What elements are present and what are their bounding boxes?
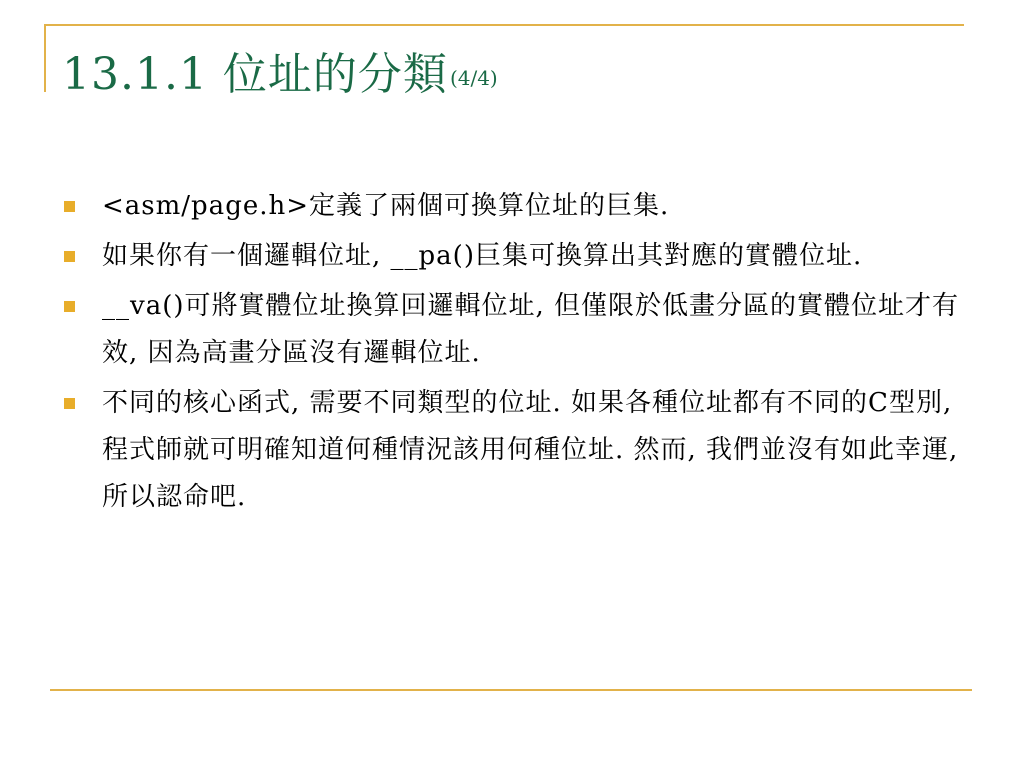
bullet-square-icon bbox=[64, 301, 75, 312]
bottom-accent-line bbox=[50, 689, 972, 691]
top-accent-line bbox=[44, 24, 964, 26]
left-accent-line bbox=[44, 24, 46, 92]
title-main-text: 13.1.1 位址的分類 bbox=[62, 49, 448, 100]
title-page-count: (4/4) bbox=[449, 66, 498, 90]
bullet-item bbox=[64, 233, 964, 280]
bullet-text: 不同的核心函式, 需要不同類型的位址. 如果各種位址都有不同的C型別, 程式師就可明確知道何種情況該用何種位址. 然而, 我們並沒有如此幸運, 所以認命吧. bbox=[102, 388, 959, 512]
bullet-square-icon bbox=[64, 201, 75, 212]
bullet-item bbox=[64, 283, 964, 377]
bullet-item bbox=[64, 380, 964, 521]
bullet-square-icon bbox=[64, 251, 75, 262]
bullet-text: __va()可將實體位址換算回邏輯位址, 但僅限於低畫分區的實體位址才有效, 因為高畫分區沒有邏輯位址. bbox=[102, 291, 960, 368]
bullet-text: 如果你有一個邏輯位址, __pa()巨集可換算出其對應的實體位址. bbox=[102, 241, 863, 271]
slide-title bbox=[62, 44, 498, 106]
bullet-item bbox=[64, 183, 964, 230]
bullet-list bbox=[64, 183, 964, 521]
bullet-square-icon bbox=[64, 398, 75, 409]
bullet-text: <asm/page.h>定義了兩個可換算位址的巨集. bbox=[102, 191, 670, 221]
